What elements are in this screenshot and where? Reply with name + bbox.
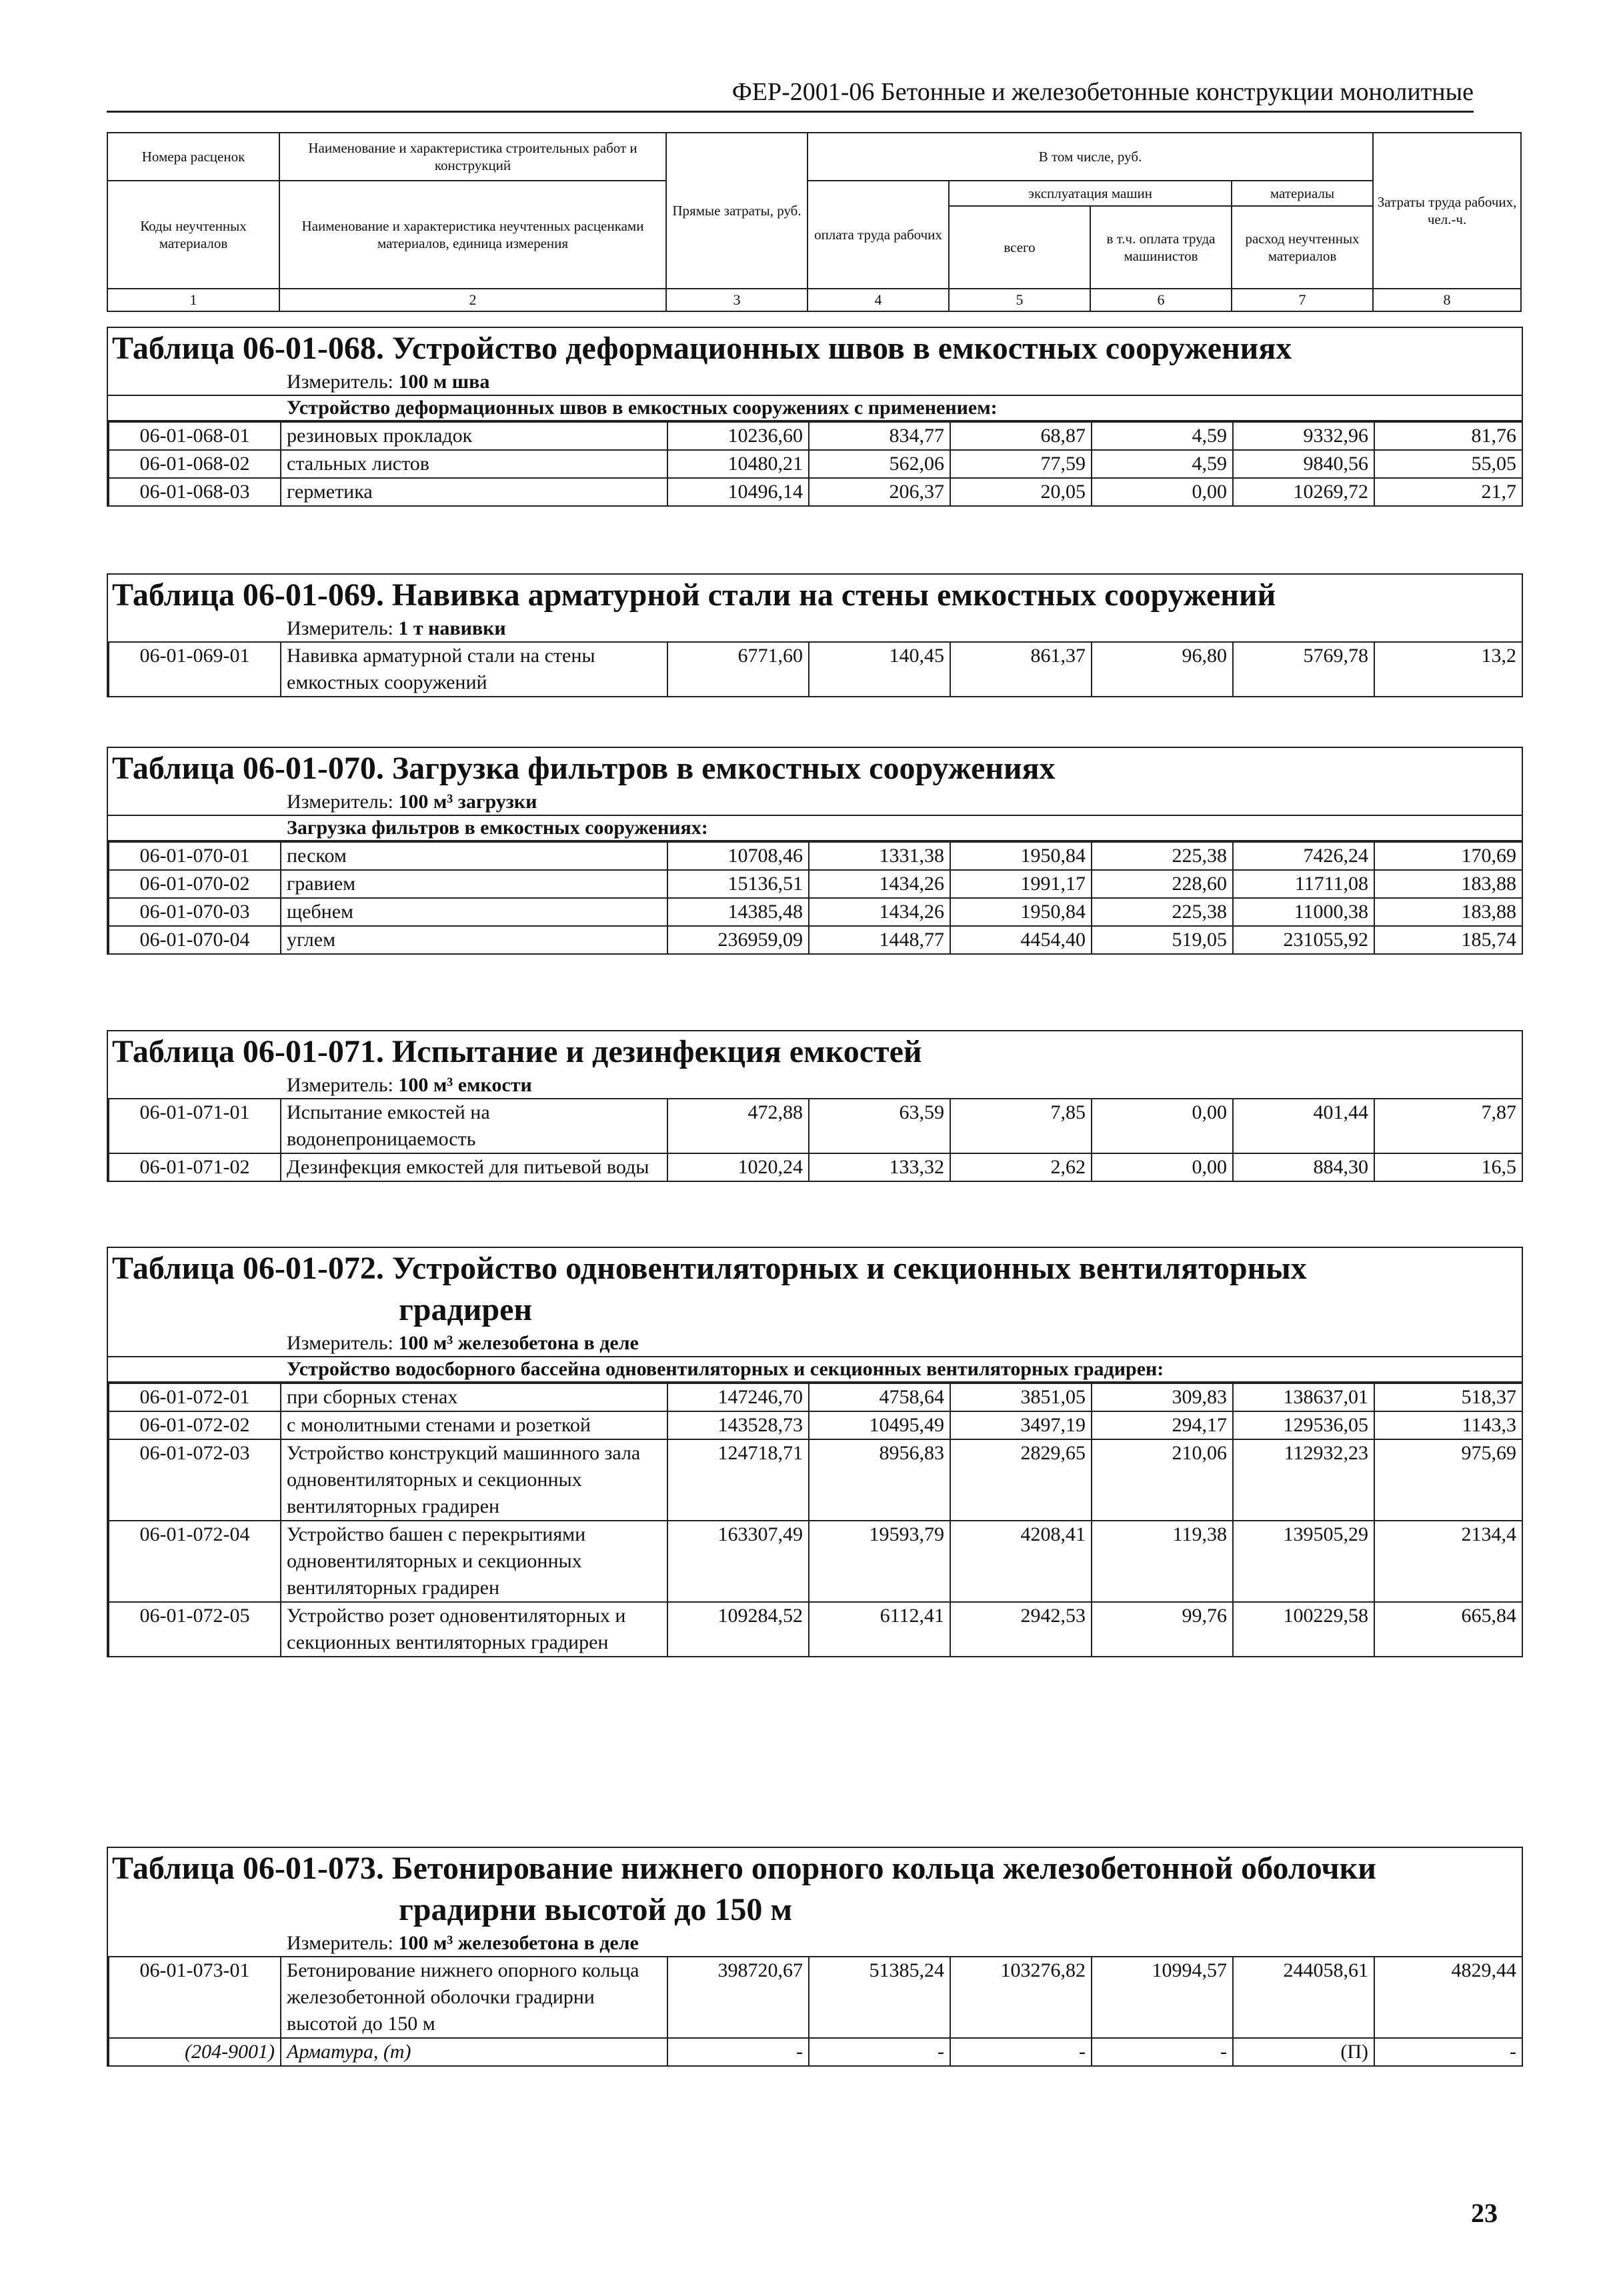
- work-description: щебнем: [281, 898, 667, 926]
- work-description: резиновых прокладок: [281, 422, 667, 450]
- cost-value: 51385,24: [809, 1957, 950, 2038]
- header-materials: материалы: [1232, 181, 1373, 206]
- cost-value: 20,05: [950, 478, 1092, 506]
- table-row: [109, 642, 1522, 697]
- work-description: Устройство розет одновентиляторных и секционных вентиляторных градирен: [281, 1602, 667, 1657]
- cost-value: 138637,01: [1233, 1383, 1374, 1411]
- work-description: с монолитными стенами и розеткой: [281, 1411, 667, 1439]
- section-title: [108, 1848, 1522, 1931]
- cost-value: 7,85: [950, 1099, 1092, 1153]
- rate-code: 06-01-070-01: [109, 842, 281, 870]
- cost-value: -: [1092, 2038, 1233, 2066]
- cost-value: 7426,24: [1233, 842, 1374, 870]
- cost-value: 401,44: [1233, 1099, 1374, 1153]
- cost-value: 163307,49: [667, 1521, 809, 1602]
- work-description: Бетонирование нижнего опорного кольца железобетонной оболочки градирни высотой до 150 м: [281, 1957, 667, 2038]
- section-title: [108, 575, 1522, 616]
- cost-value: 99,76: [1092, 1602, 1233, 1657]
- header-col6: в т.ч. оплата труда машинистов: [1090, 206, 1232, 289]
- header-group-incl: В том числе, руб.: [807, 133, 1373, 181]
- header-machines: эксплуатация машин: [949, 181, 1232, 206]
- table-section: [107, 1847, 1523, 2067]
- cost-value: 4,59: [1092, 450, 1233, 478]
- table-row: [109, 2038, 1522, 2066]
- col-number: 5: [949, 289, 1090, 311]
- rates-table: [108, 421, 1523, 507]
- cost-value: 0,00: [1092, 478, 1233, 506]
- table-section: [107, 1247, 1523, 1657]
- col-number: 4: [807, 289, 949, 311]
- cost-value: 109284,52: [667, 1602, 809, 1657]
- measurement-unit: [108, 616, 1522, 641]
- section-title-text: Таблица 06-01-071. Испытание и дезинфекция емкостей: [112, 1034, 922, 1069]
- rates-table: [108, 641, 1523, 697]
- unit-label: Измеритель:: [287, 371, 393, 393]
- cost-value: 55,05: [1374, 450, 1522, 478]
- unit-label: Измеритель:: [287, 1332, 393, 1354]
- col-number: 7: [1232, 289, 1373, 311]
- cost-value: 472,88: [667, 1099, 809, 1153]
- unit-value: 100 м шва: [398, 371, 490, 393]
- measurement-unit: [108, 789, 1522, 815]
- cost-value: 0,00: [1092, 1153, 1233, 1181]
- unit-value: 100 м³ железобетона в деле: [398, 1932, 639, 1954]
- table-row: [109, 1521, 1522, 1602]
- work-description: Дезинфекция емкостей для питьевой воды: [281, 1153, 667, 1181]
- cost-value: 10495,49: [809, 1411, 950, 1439]
- table-row: [109, 1439, 1522, 1521]
- cost-value: 96,80: [1092, 642, 1233, 697]
- header-col1-top: Номера расценок: [107, 133, 279, 181]
- rate-code: 06-01-072-01: [109, 1383, 281, 1411]
- cost-value: 294,17: [1092, 1411, 1233, 1439]
- cost-value: 225,38: [1092, 898, 1233, 926]
- rate-code: 06-01-071-01: [109, 1099, 281, 1153]
- work-description: Устройство конструкций машинного зала одновентиляторных и секционных вентиляторных градирен: [281, 1439, 667, 1521]
- cost-value: 16,5: [1374, 1153, 1522, 1181]
- cost-value: 834,77: [809, 422, 950, 450]
- rate-code: 06-01-070-03: [109, 898, 281, 926]
- unit-label: Измеритель:: [287, 791, 393, 813]
- column-header-table: [107, 132, 1522, 312]
- table-section: [107, 747, 1523, 955]
- rates-table: [108, 841, 1523, 955]
- work-description: углем: [281, 926, 667, 954]
- cost-value: 210,06: [1092, 1439, 1233, 1521]
- section-title: [108, 1248, 1522, 1331]
- unit-value: 100 м³ емкости: [398, 1074, 532, 1096]
- cost-value: 11000,38: [1233, 898, 1374, 926]
- section-title: [108, 328, 1522, 369]
- cost-value: 2942,53: [950, 1602, 1092, 1657]
- section-title: [108, 748, 1522, 789]
- cost-value: 129536,05: [1233, 1411, 1374, 1439]
- rate-code: 06-01-068-01: [109, 422, 281, 450]
- table-row: [109, 478, 1522, 506]
- cost-value: 14385,48: [667, 898, 809, 926]
- rate-code: 06-01-071-02: [109, 1153, 281, 1181]
- cost-value: 884,30: [1233, 1153, 1374, 1181]
- cost-value: 147246,70: [667, 1383, 809, 1411]
- section-title: [108, 1031, 1522, 1073]
- cost-value: 4208,41: [950, 1521, 1092, 1602]
- cost-value: 2134,4: [1374, 1521, 1522, 1602]
- work-description: герметика: [281, 478, 667, 506]
- cost-value: 8956,83: [809, 1439, 950, 1521]
- rate-code: 06-01-069-01: [109, 642, 281, 697]
- table-row: [109, 1153, 1522, 1181]
- cost-value: 4,59: [1092, 422, 1233, 450]
- section-title-text: Таблица 06-01-069. Навивка арматурной стали на стены емкостных сооружений: [112, 577, 1276, 613]
- cost-value: (П): [1233, 2038, 1374, 2066]
- unit-value: 100 м³ загрузки: [398, 791, 537, 813]
- cost-value: 519,05: [1092, 926, 1233, 954]
- section-title-text: Таблица 06-01-070. Загрузка фильтров в емкостных сооружениях: [112, 751, 1056, 786]
- section-title-text: Таблица 06-01-073. Бетонирование нижнего опорного кольца железобетонной оболочки: [112, 1851, 1376, 1886]
- cost-value: -: [1374, 2038, 1522, 2066]
- cost-value: 1950,84: [950, 898, 1092, 926]
- cost-value: 1143,3: [1374, 1411, 1522, 1439]
- cost-value: 21,7: [1374, 478, 1522, 506]
- cost-value: 1950,84: [950, 842, 1092, 870]
- rate-code: (204-9001): [109, 2038, 281, 2066]
- table-row: [109, 926, 1522, 954]
- cost-value: 398720,67: [667, 1957, 809, 2038]
- work-description: песком: [281, 842, 667, 870]
- cost-value: 3851,05: [950, 1383, 1092, 1411]
- table-row: [109, 450, 1522, 478]
- header-col1-bottom: Коды неучтенных материалов: [107, 181, 279, 289]
- cost-value: 975,69: [1374, 1439, 1522, 1521]
- rate-code: 06-01-072-04: [109, 1521, 281, 1602]
- cost-value: 228,60: [1092, 870, 1233, 898]
- cost-value: 236959,09: [667, 926, 809, 954]
- cost-value: 1448,77: [809, 926, 950, 954]
- section-subheading: Устройство деформационных швов в емкостных сооружениях с применением:: [108, 395, 1522, 421]
- header-col7: расход неучтенных материалов: [1232, 206, 1373, 289]
- cost-value: 63,59: [809, 1099, 950, 1153]
- col-number: 8: [1373, 289, 1521, 311]
- cost-value: 139505,29: [1233, 1521, 1374, 1602]
- cost-value: 665,84: [1374, 1602, 1522, 1657]
- unit-label: Измеритель:: [287, 617, 393, 639]
- cost-value: 309,83: [1092, 1383, 1233, 1411]
- cost-value: 4829,44: [1374, 1957, 1522, 2038]
- measurement-unit: [108, 1073, 1522, 1098]
- work-description: Арматура, (т): [281, 2038, 667, 2066]
- rates-table: [108, 1098, 1523, 1182]
- cost-value: 183,88: [1374, 870, 1522, 898]
- rate-code: 06-01-072-02: [109, 1411, 281, 1439]
- work-description: стальных листов: [281, 450, 667, 478]
- section-title-continued: градирни высотой до 150 м: [399, 1892, 793, 1927]
- rates-table: [108, 1383, 1523, 1657]
- cost-value: 4758,64: [809, 1383, 950, 1411]
- rate-code: 06-01-068-02: [109, 450, 281, 478]
- cost-value: 15136,51: [667, 870, 809, 898]
- rate-code: 06-01-068-03: [109, 478, 281, 506]
- table-row: [109, 898, 1522, 926]
- work-description: Испытание емкостей на водонепроницаемость: [281, 1099, 667, 1153]
- cost-value: 10480,21: [667, 450, 809, 478]
- cost-value: 10496,14: [667, 478, 809, 506]
- cost-value: 9332,96: [1233, 422, 1374, 450]
- col-number: 3: [666, 289, 807, 311]
- cost-value: 225,38: [1092, 842, 1233, 870]
- running-header: ФЕР-2001-06 Бетонные и железобетонные конструкции монолитные: [107, 75, 1474, 113]
- section-title-continued: градирен: [399, 1292, 533, 1327]
- header-col3: Прямые затраты, руб.: [666, 133, 807, 289]
- cost-value: 112932,23: [1233, 1439, 1374, 1521]
- cost-value: 133,32: [809, 1153, 950, 1181]
- work-description: при сборных стенах: [281, 1383, 667, 1411]
- cost-value: 244058,61: [1233, 1957, 1374, 2038]
- cost-value: 562,06: [809, 450, 950, 478]
- cost-value: 5769,78: [1233, 642, 1374, 697]
- work-description: гравием: [281, 870, 667, 898]
- cost-value: 4454,40: [950, 926, 1092, 954]
- cost-value: -: [950, 2038, 1092, 2066]
- measurement-unit: [108, 1331, 1522, 1356]
- table-section: [107, 573, 1523, 697]
- cost-value: 124718,71: [667, 1439, 809, 1521]
- cost-value: 10708,46: [667, 842, 809, 870]
- cost-value: -: [667, 2038, 809, 2066]
- table-row: [109, 870, 1522, 898]
- cost-value: 13,2: [1374, 642, 1522, 697]
- rate-code: 06-01-070-04: [109, 926, 281, 954]
- section-subheading: Устройство водосборного бассейна одновентиляторных и секционных вентиляторных градирен:: [108, 1356, 1522, 1383]
- cost-value: 1331,38: [809, 842, 950, 870]
- cost-value: 140,45: [809, 642, 950, 697]
- cost-value: 2,62: [950, 1153, 1092, 1181]
- table-row: [109, 842, 1522, 870]
- table-row: [109, 1099, 1522, 1153]
- cost-value: 6112,41: [809, 1602, 950, 1657]
- cost-value: 1434,26: [809, 898, 950, 926]
- unit-label: Измеритель:: [287, 1074, 393, 1096]
- col-number: 2: [279, 289, 666, 311]
- table-section: [107, 1030, 1523, 1182]
- cost-value: 206,37: [809, 478, 950, 506]
- cost-value: 68,87: [950, 422, 1092, 450]
- header-col4: оплата труда рабочих: [807, 181, 949, 289]
- col-number: 1: [107, 289, 279, 311]
- cost-value: 861,37: [950, 642, 1092, 697]
- unit-value: 100 м³ железобетона в деле: [398, 1332, 639, 1354]
- table-row: [109, 1383, 1522, 1411]
- measurement-unit: [108, 369, 1522, 395]
- table-section: [107, 327, 1523, 507]
- cost-value: 9840,56: [1233, 450, 1374, 478]
- cost-value: 185,74: [1374, 926, 1522, 954]
- cost-value: 7,87: [1374, 1099, 1522, 1153]
- cost-value: 3497,19: [950, 1411, 1092, 1439]
- work-description: Устройство башен с перекрытиями одновентиляторных и секционных вентиляторных градирен: [281, 1521, 667, 1602]
- work-description: Навивка арматурной стали на стены емкостных сооружений: [281, 642, 667, 697]
- header-col2-bottom: Наименование и характеристика неучтенных расценками материалов, единица измерения: [279, 181, 666, 289]
- page-number: 23: [1471, 2198, 1498, 2228]
- cost-value: 81,76: [1374, 422, 1522, 450]
- section-subheading: Загрузка фильтров в емкостных сооружениях:: [108, 815, 1522, 841]
- cost-value: 231055,92: [1233, 926, 1374, 954]
- header-col2-top: Наименование и характеристика строительных работ и конструкций: [279, 133, 666, 181]
- section-title-text: Таблица 06-01-072. Устройство одновентиляторных и секционных вентиляторных: [112, 1251, 1307, 1286]
- table-row: [109, 1411, 1522, 1439]
- cost-value: 10269,72: [1233, 478, 1374, 506]
- cost-value: -: [809, 2038, 950, 2066]
- cost-value: 119,38: [1092, 1521, 1233, 1602]
- cost-value: 0,00: [1092, 1099, 1233, 1153]
- cost-value: 6771,60: [667, 642, 809, 697]
- section-title-text: Таблица 06-01-068. Устройство деформационных швов в емкостных сооружениях: [112, 331, 1292, 366]
- header-col8: Затраты труда рабочих, чел.-ч.: [1373, 133, 1521, 289]
- cost-value: 143528,73: [667, 1411, 809, 1439]
- cost-value: 100229,58: [1233, 1602, 1374, 1657]
- cost-value: 1020,24: [667, 1153, 809, 1181]
- col-number: 6: [1090, 289, 1232, 311]
- cost-value: 19593,79: [809, 1521, 950, 1602]
- rate-code: 06-01-072-03: [109, 1439, 281, 1521]
- cost-value: 518,37: [1374, 1383, 1522, 1411]
- rate-code: 06-01-072-05: [109, 1602, 281, 1657]
- rate-code: 06-01-070-02: [109, 870, 281, 898]
- header-col5: всего: [949, 206, 1090, 289]
- cost-value: 103276,82: [950, 1957, 1092, 2038]
- unit-value: 1 т навивки: [398, 617, 506, 639]
- cost-value: 10236,60: [667, 422, 809, 450]
- cost-value: 10994,57: [1092, 1957, 1233, 2038]
- cost-value: 1434,26: [809, 870, 950, 898]
- cost-value: 77,59: [950, 450, 1092, 478]
- table-row: [109, 1602, 1522, 1657]
- cost-value: 1991,17: [950, 870, 1092, 898]
- rate-code: 06-01-073-01: [109, 1957, 281, 2038]
- cost-value: 2829,65: [950, 1439, 1092, 1521]
- table-row: [109, 422, 1522, 450]
- table-row: [109, 1957, 1522, 2038]
- cost-value: 11711,08: [1233, 870, 1374, 898]
- rates-table: [108, 1956, 1523, 2067]
- measurement-unit: [108, 1931, 1522, 1956]
- cost-value: 170,69: [1374, 842, 1522, 870]
- cost-value: 183,88: [1374, 898, 1522, 926]
- unit-label: Измеритель:: [287, 1932, 393, 1954]
